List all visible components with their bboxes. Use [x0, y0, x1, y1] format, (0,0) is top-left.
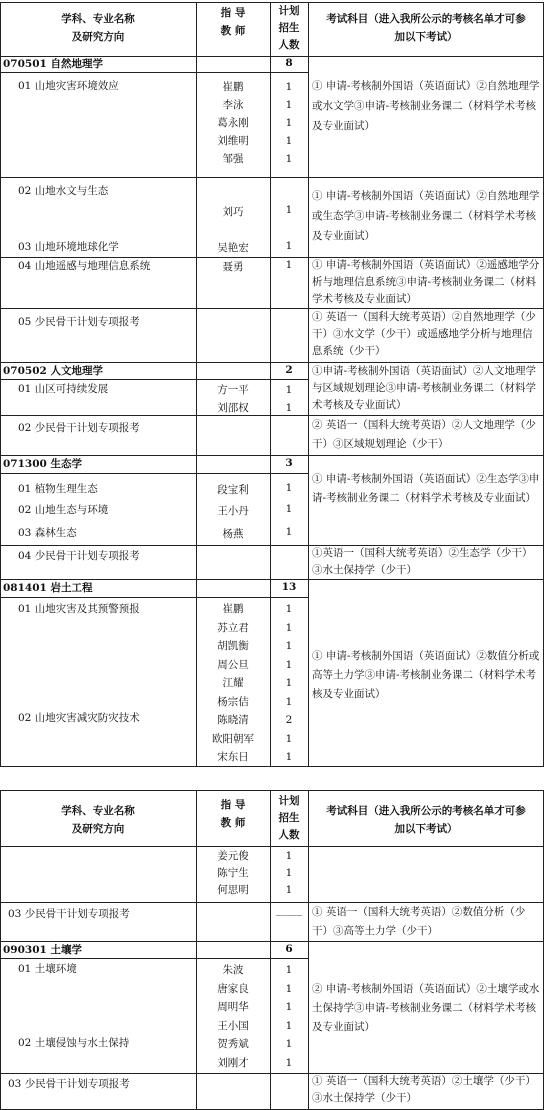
border [0, 790, 544, 791]
major-quota: 13 [281, 581, 297, 593]
border [0, 72, 308, 73]
direction: 02 山地生态与环境 [18, 504, 109, 516]
exam-subjects: ① 英语一（国科大统考英语）②自然地理学（少干）③水文学（少干）或遥感地学分析与地理信息系统（少干） [312, 311, 536, 357]
quota: 1 [285, 259, 293, 271]
border [0, 597, 308, 598]
advisor: 王小丹 [217, 505, 249, 517]
border [0, 2, 1, 766]
exam-subjects: ① 申请-考核制外国语（英语面试）②数值分析或高等土力学③申请-考核制业务课二（材料学术考核及专业面试） [312, 650, 540, 700]
major-quota: 3 [285, 457, 293, 469]
advisor-list: 姜元俊 陈宁生 何思明 [217, 850, 249, 896]
direction: 04 少民骨干计划专项报考 [18, 550, 140, 562]
header-quota: 计划 招生 人数 [278, 795, 300, 841]
advisor-list: 崔鹏 苏立君 胡凯衡 周公旦 江耀 杨宗佶 陈晓清 欧阳朝军 宋东日 [212, 603, 254, 763]
major-code: 090301 土壤学 [3, 944, 82, 956]
quota: 1 [285, 503, 293, 515]
header-exam: 考试科目（进入我所公示的考核名单才可参 加以下考试） [326, 805, 526, 835]
quota-list: 1 1 1 [285, 850, 293, 896]
border [0, 473, 308, 474]
major-quota: 2 [285, 364, 293, 376]
border [308, 790, 309, 1110]
quota: _____ [275, 904, 303, 916]
direction: 03 山地环境地球化学 [18, 241, 119, 253]
quota: 1 [285, 204, 293, 216]
direction: 03 森林生态 [18, 527, 77, 539]
direction: 02 山地水文与生态 [18, 185, 109, 197]
exam-subjects: ① 申请-考核制外国语（英语面试）②遥感地学分析与地理信息系统③申请-考核制业务课二（材料学术考核及专业面试） [312, 259, 540, 305]
header-subject: 学科、专业名称 及研究方向 [61, 13, 135, 43]
border [0, 579, 544, 580]
direction: 04 山地遥感与地理信息系统 [18, 260, 151, 272]
exam-subjects: ① 申请-考核制外国语（英语面试）②自然地理学或水文学③申请-考核制业务课二（材料学术考核及专业面试） [312, 80, 540, 132]
direction: 01 土壤环境 [18, 963, 77, 975]
exam-subjects: ① 英语一（国科大统考英语）②数值分析（少干）③高等土力学（少干） [312, 906, 526, 937]
quota: 1 [285, 526, 293, 538]
exam-subjects: ② 申请-考核制外国语（英语面试）②土壤学或水土保持学③申请-考核制业务课二（材料学术考核及专业面试） [312, 983, 540, 1033]
direction: 03 少民骨干计划专项报考 [8, 1078, 130, 1090]
major-code: 071300 生态学 [3, 458, 82, 470]
advisor: 聂勇 [222, 261, 244, 273]
exam-subjects: ① 申请-考核制外国语（英语面试）②自然地理学或生态学③申请-考核制业务课二（材料学术考核及专业面试） [312, 190, 540, 242]
quota-list: 1 1 [285, 384, 293, 414]
advisor-list: 方一平 刘邵权 [217, 384, 249, 414]
advisor-list: 朱波 唐家良 周明华 王小国 贺秀斌 刘刚才 [217, 964, 249, 1069]
header-quota: 计划 招生 人数 [278, 5, 300, 51]
exam-subjects: ①申请-考核制外国语（英语面试）②人文地理学与区域规划理论③申请-考核制业务课二（材料学术考核及专业面试） [312, 365, 537, 411]
border [0, 846, 544, 847]
exam-subjects: ①英语一（国科大统考英语）②生态学（少干）③水土保持学（少干） [312, 547, 533, 576]
advisor: 段宝利 [217, 484, 249, 496]
direction: 01 山地灾害及其预警预报 [18, 603, 140, 615]
border [0, 941, 544, 942]
major-code: 070501 自然地理学 [3, 58, 103, 70]
exam-subjects: ① 英语一（国科大统考英语）②土壤学（少干）③水土保持学（少干） [312, 1075, 536, 1104]
exam-subjects: ① 申请-考核制外国语（英语面试）②生态学③申请-考核制业务课二（材料学术考核及专业面试） [312, 473, 540, 504]
exam-subjects: ② 英语一（国科大统考英语）②人文地理学（少干）③区域规划理论（少干） [312, 419, 536, 450]
major-code: 081401 岩土工程 [3, 582, 93, 594]
border [308, 2, 309, 766]
direction: 05 少民骨干计划专项报考 [18, 316, 140, 328]
quota-list: 1 1 1 1 1 1 [285, 964, 293, 1069]
border [0, 177, 544, 178]
advisor: 吴艳宏 [217, 242, 249, 254]
header-advisor: 指 导 教 师 [220, 7, 246, 37]
direction: 02 土壤侵蚀与水土保持 [18, 1037, 130, 1049]
major-quota: 8 [285, 57, 293, 69]
major-code: 070502 人文地理学 [3, 365, 103, 377]
direction: 01 植物生理生态 [18, 483, 98, 495]
direction: 02 少民骨干计划专项报考 [18, 422, 140, 434]
border [0, 379, 308, 380]
direction: 01 山地灾害环境效应 [18, 80, 119, 92]
quota-list: 1 1 1 1 1 [285, 81, 293, 165]
header-subject: 学科、专业名称 及研究方向 [61, 805, 135, 835]
advisor: 刘巧 [222, 206, 244, 218]
advisor: 杨燕 [222, 528, 244, 540]
quota: 1 [285, 240, 293, 252]
border [0, 790, 1, 1110]
direction: 02 山地灾害减灾防灾技术 [18, 712, 140, 724]
direction: 03 少民骨干计划专项报考 [8, 908, 130, 920]
border [0, 958, 308, 959]
major-quota: 6 [285, 943, 293, 955]
advisor-list: 崔鹏 李泳 葛永刚 刘维明 邹强 [217, 81, 249, 165]
header-advisor: 指 导 教 师 [220, 799, 246, 829]
quota-list: 1 1 1 1 1 1 2 1 1 [285, 603, 293, 763]
border [0, 455, 544, 456]
quota: 1 [285, 482, 293, 494]
direction: 01 山区可持续发展 [18, 383, 109, 395]
header-exam: 考试科目（进入我所公示的考核名单才可参 加以下考试） [326, 13, 526, 43]
